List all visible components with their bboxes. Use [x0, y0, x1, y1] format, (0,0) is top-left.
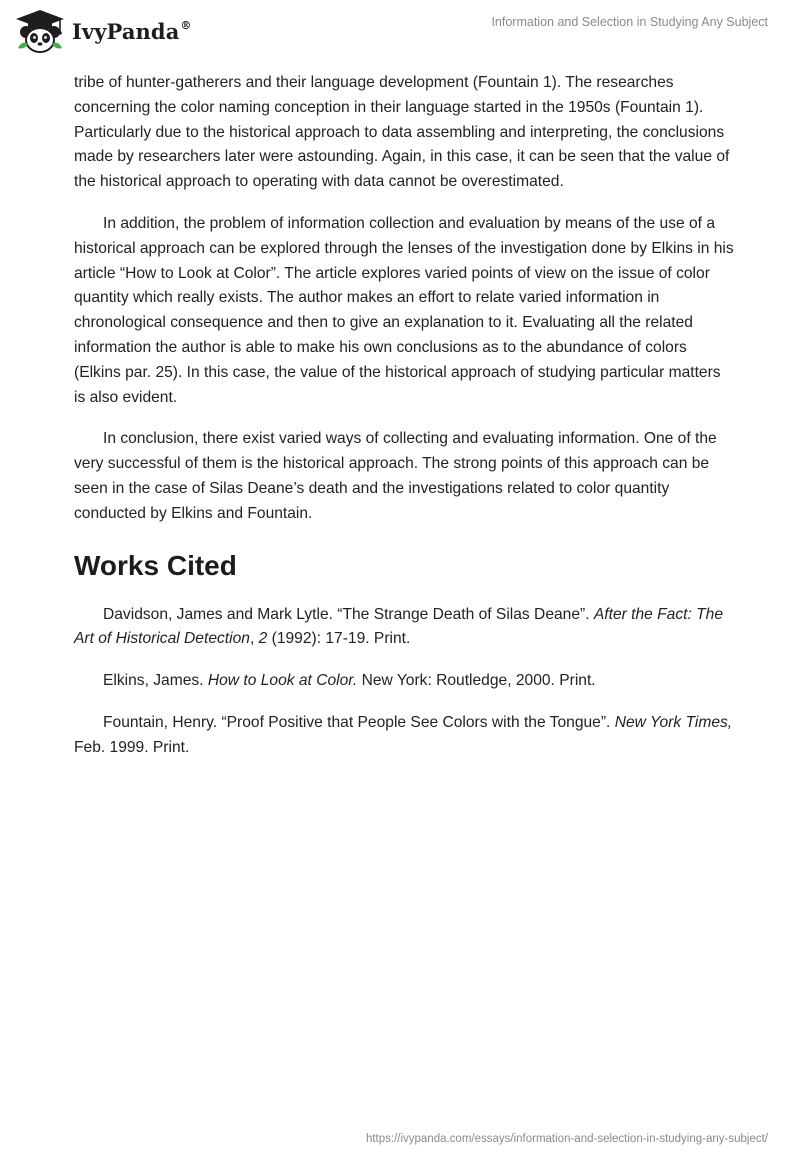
citation-elkins: Elkins, James. How to Look at Color. New York: Routledge, 2000. Print. [103, 672, 596, 690]
document-title: Information and Selection in Studying Any Subject [491, 15, 768, 29]
works-cited-heading: Works Cited [74, 549, 237, 581]
citation-davidson: Davidson, James and Mark Lytle. “The Strange Death of Silas Deane”. After the Fact: The Art of Historical Detection, 2 (1992): 17-19. Print. [74, 605, 724, 648]
essay-content [74, 71, 734, 778]
citation-fountain: Fountain, Henry. “Proof Positive that People See Colors with the Tongue”. New York Times, Feb. 1999. Print. [74, 713, 733, 756]
body-paragraph: tribe of hunter-gatherers and their language development (Fountain 1). The researches concerning the color naming conception in their language started in the 1950s (Fountain 1). Particularly due to the historical approach to data assembling and interpreting, the conclusions made by researchers later were astounding. Again, in this case, it can be seen that the value of the historical approach to operating with data cannot be overestimated. [74, 74, 730, 191]
body-paragraph: In addition, the problem of information collection and evaluation by means of the use of a historical approach can be explored through the lenses of the investigation done by Elkins in his article “How to Look at Color”. The article explores varied points of view on the issue of color quantity which really exists. The author makes an effort to relate varied information in chronological consequence and then to give an explanation to it. Evaluating all the related information the author is able to make his own conclusions as to the abundance of colors (Elkins par. 25). In this case, the value of the historical approach of studying particular matters is also evident. [74, 214, 734, 406]
ivypanda-logo[interactable] [14, 8, 192, 54]
source-url-link[interactable]: https://ivypanda.com/essays/information-and-selection-in-studying-any-subject/ [365, 1133, 768, 1145]
panda-graduation-icon [14, 8, 66, 54]
body-paragraph: In conclusion, there exist varied ways of collecting and evaluating information. One of the very successful of them is the historical approach. The strong points of this approach can be seen in the case of Silas Deane’s death and the investigations related to color quantity conducted by Elkins and Fountain. [74, 430, 717, 522]
logo-wordmark: IvyPanda® [72, 18, 192, 44]
page-header [0, 0, 800, 64]
